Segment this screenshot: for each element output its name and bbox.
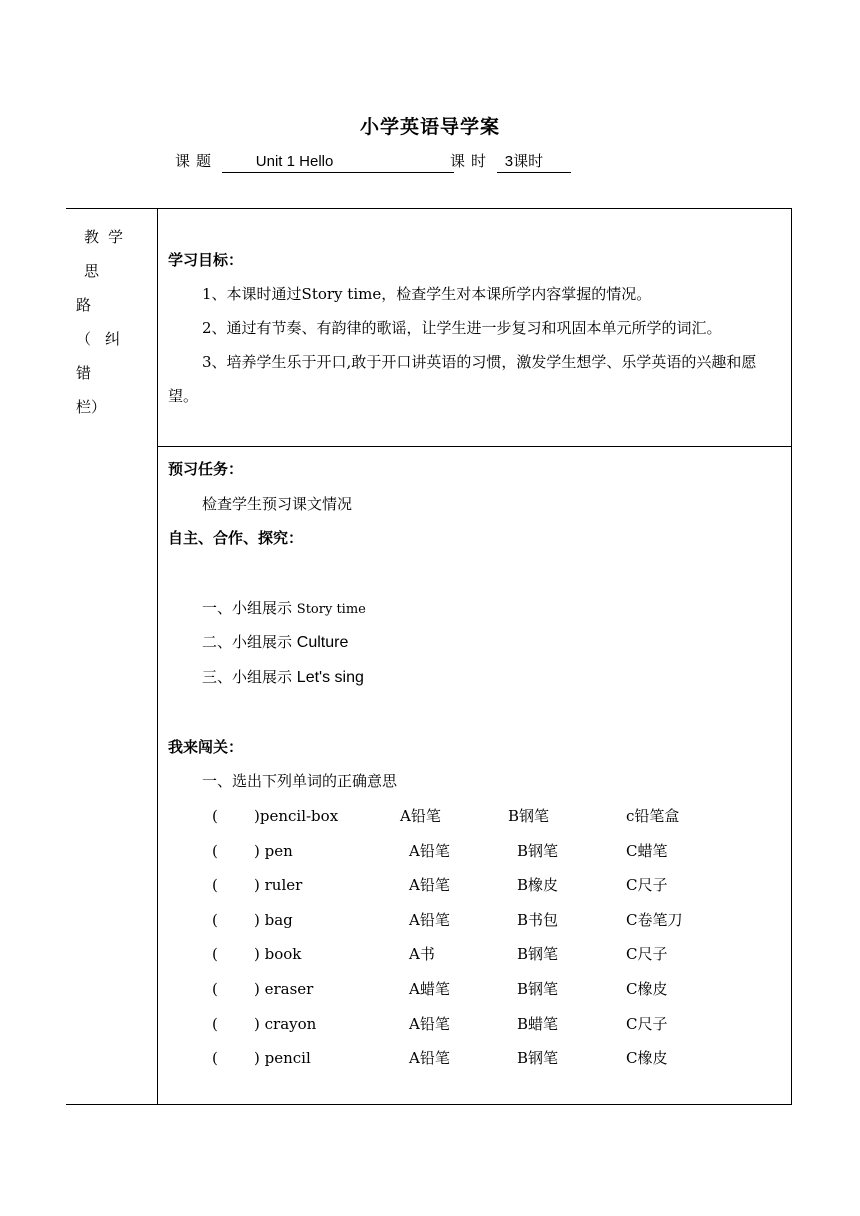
option-a: A书	[409, 945, 435, 963]
option-a: A铅笔	[409, 1049, 450, 1067]
explore-item-content: Story time	[296, 602, 366, 617]
option-b: B书包	[517, 911, 559, 929]
preview-text: 检查学生预习课文情况	[202, 495, 353, 513]
row-divider	[157, 446, 792, 447]
challenge-subheading: 一、选出下列单词的正确意思	[202, 772, 398, 790]
option-a: A蜡笔	[409, 980, 450, 998]
answer-blank: (	[212, 842, 218, 860]
option-c: C卷笔刀	[626, 911, 683, 929]
option-b: B钢笔	[508, 807, 550, 825]
explore-item-content: Culture	[296, 634, 349, 651]
explore-item-2	[202, 632, 348, 653]
course-field	[175, 150, 454, 173]
question-word: ) bag	[254, 911, 293, 929]
answer-blank: (	[212, 980, 218, 998]
option-b: B钢笔	[517, 1049, 559, 1067]
goal-item-3: 3、培养学生乐于开口,敢于开口讲英语的习惯，激发学生想学、乐学英语的兴趣和愿望。	[168, 353, 757, 405]
answer-blank: (	[212, 1049, 218, 1067]
option-c: C尺子	[626, 1015, 668, 1033]
option-b: B橡皮	[517, 876, 559, 894]
period-label: 课时	[450, 152, 493, 170]
answer-blank: (	[212, 911, 218, 929]
explore-item-3	[202, 667, 364, 688]
question-word: ) pen	[254, 842, 293, 860]
explore-item-prefix: 一、小组展示	[202, 599, 293, 617]
page-title: 小学英语导学案	[359, 116, 500, 138]
option-a: A铅笔	[409, 1015, 450, 1033]
answer-blank: (	[212, 1015, 218, 1033]
notes-line-3: （纠错	[76, 330, 135, 382]
notes-line-2: 路	[76, 296, 92, 314]
option-b: B钢笔	[517, 842, 559, 860]
option-c: C尺子	[626, 876, 668, 894]
option-c: C蜡笔	[626, 842, 668, 860]
answer-blank: (	[212, 807, 218, 825]
preview-heading: 预习任务：	[168, 460, 244, 478]
question-word: ) book	[254, 945, 302, 963]
option-c: c铅笔盒	[626, 807, 680, 825]
course-label: 课题	[175, 152, 218, 170]
option-c: C橡皮	[626, 980, 668, 998]
goal-item-2: 2、通过有节奏、有韵律的歌谣，让学生进一步复习和巩固本单元所学的词汇。	[202, 319, 722, 337]
period-field	[450, 150, 571, 173]
goal-item-1: 1、本课时通过Story time，检查学生对本课所学内容掌握的情况。	[202, 285, 652, 303]
option-b: B钢笔	[517, 945, 559, 963]
explore-item-1	[202, 598, 366, 620]
goals-heading: 学习目标：	[168, 251, 244, 269]
option-c: C橡皮	[626, 1049, 668, 1067]
course-value: Unit 1 Hello	[222, 152, 454, 173]
option-a: A铅笔	[409, 842, 450, 860]
explore-heading: 自主、合作、探究：	[168, 529, 304, 547]
answer-blank: (	[212, 945, 218, 963]
option-a: A铅笔	[409, 876, 450, 894]
answer-blank: (	[212, 876, 218, 894]
option-a: A铅笔	[409, 911, 450, 929]
option-b: B钢笔	[517, 980, 559, 998]
notes-line-1: 教学思	[84, 228, 133, 280]
explore-item-prefix: 三、小组展示	[202, 668, 293, 686]
teaching-notes-column	[76, 220, 152, 424]
option-a: A铅笔	[400, 807, 441, 825]
question-word: ) ruler	[254, 876, 303, 894]
notes-line-4: 栏）	[76, 398, 107, 416]
question-word: ) eraser	[254, 980, 314, 998]
column-divider	[157, 208, 158, 1105]
option-b: B蜡笔	[517, 1015, 559, 1033]
explore-item-prefix: 二、小组展示	[202, 633, 293, 651]
period-value: 3课时	[497, 152, 571, 173]
explore-item-content: Let's sing	[296, 669, 364, 686]
option-c: C尺子	[626, 945, 668, 963]
question-word: ) crayon	[254, 1015, 317, 1033]
question-word: ) pencil	[254, 1049, 311, 1067]
challenge-heading: 我来闯关：	[168, 738, 244, 756]
question-word: )pencil-box	[254, 807, 339, 825]
